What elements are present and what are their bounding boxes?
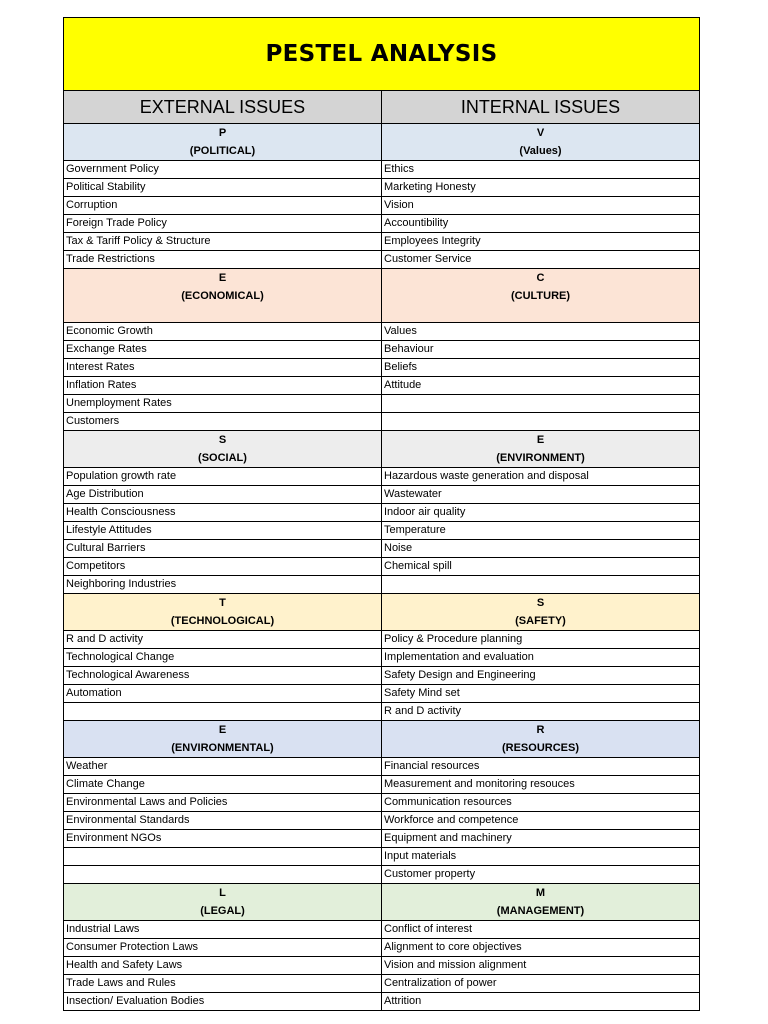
table-row [64, 359, 700, 377]
table-row [64, 975, 700, 993]
internal-issue-cell: Marketing Honesty [382, 179, 700, 197]
internal-issue-cell: Alignment to core objectives [382, 939, 700, 957]
internal-issue-cell: Customer Service [382, 251, 700, 269]
external-issue-cell: Economic Growth [64, 323, 382, 341]
internal-issue-cell: Financial resources [382, 758, 700, 776]
external-issue-cell: Climate Change [64, 776, 382, 794]
internal-issue-cell: Temperature [382, 522, 700, 540]
internal-issue-cell: Chemical spill [382, 558, 700, 576]
internal-issue-cell: Wastewater [382, 486, 700, 504]
table-row [64, 215, 700, 233]
table-row [64, 993, 700, 1011]
internal-issue-cell: Communication resources [382, 794, 700, 812]
internal-category-cell [382, 124, 700, 161]
internal-category-cell [382, 721, 700, 758]
internal-issue-cell: Customer property [382, 866, 700, 884]
external-issue-cell: Health and Safety Laws [64, 957, 382, 975]
external-issue-cell: Tax & Tariff Policy & Structure [64, 233, 382, 251]
internal-issue-cell: Indoor air quality [382, 504, 700, 522]
external-issue-cell: Industrial Laws [64, 921, 382, 939]
internal-issue-cell: Values [382, 323, 700, 341]
category-name: (POLITICAL) [189, 145, 256, 157]
external-issue-cell: Foreign Trade Policy [64, 215, 382, 233]
category-letter: S [218, 434, 227, 446]
internal-issue-cell: Attrition [382, 993, 700, 1011]
internal-issue-cell: Workforce and competence [382, 812, 700, 830]
internal-category-cell [382, 431, 700, 468]
external-category-cell [64, 124, 382, 161]
internal-issue-cell [382, 395, 700, 413]
category-letter: S [536, 597, 545, 609]
internal-issue-cell: Behaviour [382, 341, 700, 359]
external-issue-cell: Technological Change [64, 649, 382, 667]
category-letter: V [536, 127, 545, 139]
external-category-cell [64, 269, 382, 323]
external-issue-cell: Exchange Rates [64, 341, 382, 359]
table-row [64, 504, 700, 522]
table-row [64, 631, 700, 649]
category-letter: E [218, 724, 227, 736]
category-letter: E [536, 434, 545, 446]
table-row [64, 776, 700, 794]
external-issue-cell: Inflation Rates [64, 377, 382, 395]
category-name: (SOCIAL) [198, 452, 247, 464]
external-issue-cell [64, 866, 382, 884]
table-row [64, 758, 700, 776]
category-name: (LEGAL) [200, 905, 245, 917]
category-letter: R [536, 724, 545, 736]
internal-issue-cell: Equipment and machinery [382, 830, 700, 848]
category-name: (TECHNOLOGICAL) [170, 615, 275, 627]
external-issue-cell: Political Stability [64, 179, 382, 197]
internal-issue-cell: R and D activity [382, 703, 700, 721]
table-row [64, 197, 700, 215]
category-row [64, 594, 700, 631]
external-issue-cell: Lifestyle Attitudes [64, 522, 382, 540]
category-name: (CULTURE) [510, 290, 571, 302]
internal-issue-cell: Ethics [382, 161, 700, 179]
external-issue-cell: Age Distribution [64, 486, 382, 504]
internal-issue-cell [382, 413, 700, 431]
internal-issue-cell: Conflict of interest [382, 921, 700, 939]
category-row [64, 124, 700, 161]
table-row [64, 649, 700, 667]
internal-category-cell [382, 884, 700, 921]
external-issue-cell: R and D activity [64, 631, 382, 649]
external-issue-cell: Environmental Standards [64, 812, 382, 830]
category-name: (SAFETY) [515, 615, 566, 627]
table-row [64, 395, 700, 413]
internal-issue-cell: Input materials [382, 848, 700, 866]
category-row [64, 884, 700, 921]
table-row [64, 794, 700, 812]
category-letter: L [219, 887, 226, 899]
internal-issue-cell: Beliefs [382, 359, 700, 377]
external-category-cell [64, 721, 382, 758]
title-row [64, 18, 700, 91]
category-name: (MANAGEMENT) [496, 905, 585, 917]
table-row [64, 251, 700, 269]
external-issue-cell: Trade Restrictions [64, 251, 382, 269]
external-issue-cell [64, 848, 382, 866]
table-row [64, 161, 700, 179]
table-row [64, 377, 700, 395]
external-issue-cell: Health Consciousness [64, 504, 382, 522]
internal-issue-cell: Hazardous waste generation and disposal [382, 468, 700, 486]
table-row [64, 576, 700, 594]
external-issues-header: EXTERNAL ISSUES [64, 91, 382, 124]
table-row [64, 323, 700, 341]
internal-issue-cell: Noise [382, 540, 700, 558]
category-row [64, 269, 700, 323]
external-issue-cell: Customers [64, 413, 382, 431]
table-row [64, 233, 700, 251]
internal-category-cell [382, 594, 700, 631]
external-issue-cell: Insection/ Evaluation Bodies [64, 993, 382, 1011]
internal-category-cell [382, 269, 700, 323]
table-row [64, 939, 700, 957]
table-row [64, 957, 700, 975]
table-row [64, 486, 700, 504]
table-row [64, 540, 700, 558]
external-issue-cell: Competitors [64, 558, 382, 576]
category-name: (ENVIRONMENTAL) [171, 742, 274, 754]
table-row [64, 179, 700, 197]
column-header-row [64, 91, 700, 124]
category-letter: C [536, 272, 545, 284]
external-issue-cell: Weather [64, 758, 382, 776]
category-row [64, 721, 700, 758]
internal-issue-cell: Employees Integrity [382, 233, 700, 251]
internal-issue-cell: Safety Mind set [382, 685, 700, 703]
category-name: (Values) [519, 145, 562, 157]
category-row [64, 431, 700, 468]
table-row [64, 812, 700, 830]
external-issue-cell: Population growth rate [64, 468, 382, 486]
external-issue-cell: Interest Rates [64, 359, 382, 377]
external-issue-cell: Cultural Barriers [64, 540, 382, 558]
external-issue-cell: Environmental Laws and Policies [64, 794, 382, 812]
external-issue-cell: Trade Laws and Rules [64, 975, 382, 993]
external-category-cell [64, 594, 382, 631]
table-row [64, 468, 700, 486]
external-category-cell [64, 431, 382, 468]
table-row [64, 522, 700, 540]
category-letter: E [218, 272, 227, 284]
internal-issue-cell: Implementation and evaluation [382, 649, 700, 667]
table-row [64, 830, 700, 848]
table-row [64, 341, 700, 359]
internal-issue-cell: Attitude [382, 377, 700, 395]
category-letter: P [218, 127, 227, 139]
category-letter: T [219, 597, 226, 609]
category-name: (ECONOMICAL) [181, 290, 264, 302]
table-row [64, 667, 700, 685]
category-letter: M [535, 887, 546, 899]
external-issue-cell: Unemployment Rates [64, 395, 382, 413]
internal-issue-cell: Accountibility [382, 215, 700, 233]
category-name: (ENVIRONMENT) [496, 452, 585, 464]
external-category-cell [64, 884, 382, 921]
table-row [64, 413, 700, 431]
external-issue-cell: Environment NGOs [64, 830, 382, 848]
external-issue-cell [64, 703, 382, 721]
internal-issue-cell: Safety Design and Engineering [382, 667, 700, 685]
page-title: PESTEL ANALYSIS [64, 18, 700, 91]
external-issue-cell: Consumer Protection Laws [64, 939, 382, 957]
table-row [64, 558, 700, 576]
external-issue-cell: Automation [64, 685, 382, 703]
internal-issues-header: INTERNAL ISSUES [382, 91, 700, 124]
table-row [64, 921, 700, 939]
internal-issue-cell: Vision [382, 197, 700, 215]
external-issue-cell: Technological Awareness [64, 667, 382, 685]
external-issue-cell: Government Policy [64, 161, 382, 179]
internal-issue-cell: Vision and mission alignment [382, 957, 700, 975]
external-issue-cell: Neighboring Industries [64, 576, 382, 594]
internal-issue-cell: Measurement and monitoring resouces [382, 776, 700, 794]
table-row [64, 866, 700, 884]
table-row [64, 703, 700, 721]
table-row [64, 848, 700, 866]
internal-issue-cell [382, 576, 700, 594]
pestel-table [63, 17, 700, 1011]
internal-issue-cell: Centralization of power [382, 975, 700, 993]
internal-issue-cell: Policy & Procedure planning [382, 631, 700, 649]
table-row [64, 685, 700, 703]
category-name: (RESOURCES) [501, 742, 579, 754]
external-issue-cell: Corruption [64, 197, 382, 215]
